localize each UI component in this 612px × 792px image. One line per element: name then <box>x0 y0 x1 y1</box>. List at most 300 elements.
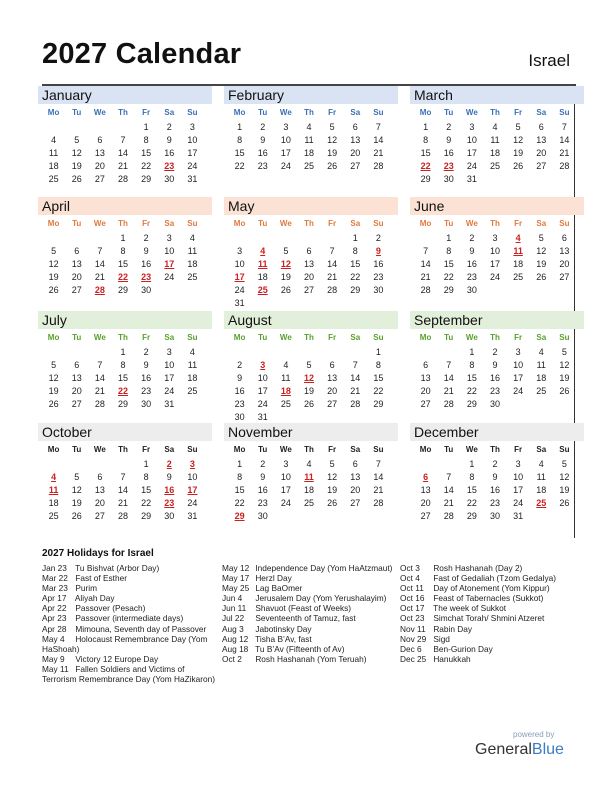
day-cell[interactable]: 26 <box>280 285 291 295</box>
day-cell[interactable]: 16 <box>489 485 500 495</box>
day-cell[interactable]: 15 <box>420 148 431 158</box>
day-cell[interactable]: 25 <box>303 161 314 171</box>
day-cell[interactable]: 31 <box>513 511 524 521</box>
day-cell[interactable]: 26 <box>559 386 570 396</box>
day-cell[interactable]: 4 <box>189 233 195 243</box>
day-cell[interactable]: 6 <box>423 472 429 482</box>
day-cell[interactable]: 23 <box>141 386 152 396</box>
day-cell[interactable]: 1 <box>120 347 126 357</box>
day-cell[interactable]: 19 <box>303 386 314 396</box>
day-cell[interactable]: 15 <box>350 259 361 269</box>
day-cell[interactable]: 1 <box>375 347 381 357</box>
day-cell[interactable]: 22 <box>420 161 431 171</box>
day-cell[interactable]: 30 <box>164 174 175 184</box>
day-cell[interactable]: 23 <box>141 272 152 282</box>
day-cell[interactable]: 8 <box>143 472 149 482</box>
day-cell[interactable]: 12 <box>48 259 59 269</box>
day-cell[interactable]: 1 <box>237 459 243 469</box>
day-cell[interactable]: 8 <box>120 246 126 256</box>
day-cell[interactable]: 30 <box>443 174 454 184</box>
day-cell[interactable]: 2 <box>237 360 243 370</box>
day-cell[interactable]: 2 <box>492 347 498 357</box>
day-cell[interactable]: 5 <box>538 233 544 243</box>
day-cell[interactable]: 20 <box>303 272 314 282</box>
day-cell[interactable]: 23 <box>164 161 175 171</box>
day-cell[interactable]: 13 <box>350 135 361 145</box>
day-cell[interactable]: 16 <box>234 386 245 396</box>
day-cell[interactable]: 27 <box>350 161 361 171</box>
day-cell[interactable]: 6 <box>561 233 567 243</box>
day-cell[interactable]: 26 <box>559 498 570 508</box>
day-cell[interactable]: 28 <box>559 161 570 171</box>
day-cell[interactable]: 18 <box>257 272 268 282</box>
day-cell[interactable]: 14 <box>94 373 105 383</box>
day-cell[interactable]: 23 <box>164 498 175 508</box>
day-cell[interactable]: 8 <box>469 360 475 370</box>
day-cell[interactable]: 2 <box>375 233 381 243</box>
day-cell[interactable]: 21 <box>94 272 105 282</box>
day-cell[interactable]: 29 <box>141 511 152 521</box>
day-cell[interactable]: 27 <box>420 511 431 521</box>
day-cell[interactable]: 14 <box>373 472 384 482</box>
day-cell[interactable]: 22 <box>117 272 128 282</box>
day-cell[interactable]: 14 <box>443 485 454 495</box>
day-cell[interactable]: 25 <box>48 174 59 184</box>
day-cell[interactable]: 8 <box>352 246 358 256</box>
day-cell[interactable]: 24 <box>234 285 245 295</box>
day-cell[interactable]: 8 <box>120 360 126 370</box>
day-cell[interactable]: 14 <box>327 259 338 269</box>
day-cell[interactable]: 24 <box>187 498 198 508</box>
day-cell[interactable]: 4 <box>51 472 57 482</box>
day-cell[interactable]: 1 <box>469 347 475 357</box>
day-cell[interactable]: 6 <box>352 122 358 132</box>
day-cell[interactable]: 6 <box>306 246 312 256</box>
day-cell[interactable]: 19 <box>536 259 547 269</box>
day-cell[interactable]: 3 <box>260 360 266 370</box>
day-cell[interactable]: 22 <box>466 498 477 508</box>
day-cell[interactable]: 13 <box>350 472 361 482</box>
day-cell[interactable]: 21 <box>94 386 105 396</box>
day-cell[interactable]: 12 <box>48 373 59 383</box>
day-cell[interactable]: 5 <box>74 472 80 482</box>
day-cell[interactable]: 29 <box>141 174 152 184</box>
day-cell[interactable]: 1 <box>120 233 126 243</box>
day-cell[interactable]: 4 <box>306 122 312 132</box>
day-cell[interactable]: 16 <box>164 148 175 158</box>
day-cell[interactable]: 26 <box>536 272 547 282</box>
day-cell[interactable]: 25 <box>536 498 547 508</box>
day-cell[interactable]: 10 <box>257 373 268 383</box>
day-cell[interactable]: 22 <box>234 161 245 171</box>
day-cell[interactable]: 31 <box>234 298 245 308</box>
day-cell[interactable]: 24 <box>513 498 524 508</box>
day-cell[interactable]: 6 <box>352 459 358 469</box>
day-cell[interactable]: 31 <box>187 174 198 184</box>
day-cell[interactable]: 27 <box>327 399 338 409</box>
day-cell[interactable]: 13 <box>536 135 547 145</box>
day-cell[interactable]: 17 <box>187 148 198 158</box>
day-cell[interactable]: 21 <box>327 272 338 282</box>
day-cell[interactable]: 15 <box>141 148 152 158</box>
day-cell[interactable]: 11 <box>257 259 268 269</box>
day-cell[interactable]: 8 <box>446 246 452 256</box>
day-cell[interactable]: 9 <box>260 472 266 482</box>
day-cell[interactable]: 9 <box>143 360 149 370</box>
day-cell[interactable]: 24 <box>257 399 268 409</box>
day-cell[interactable]: 20 <box>420 386 431 396</box>
day-cell[interactable]: 17 <box>489 259 500 269</box>
day-cell[interactable]: 18 <box>48 161 59 171</box>
day-cell[interactable]: 25 <box>303 498 314 508</box>
day-cell[interactable]: 2 <box>446 122 452 132</box>
day-cell[interactable]: 25 <box>187 272 198 282</box>
generalblue-logo[interactable] <box>475 741 564 759</box>
day-cell[interactable]: 21 <box>350 386 361 396</box>
day-cell[interactable]: 11 <box>187 246 198 256</box>
day-cell[interactable]: 26 <box>327 498 338 508</box>
day-cell[interactable]: 25 <box>513 272 524 282</box>
day-cell[interactable]: 5 <box>329 122 335 132</box>
day-cell[interactable]: 5 <box>561 459 567 469</box>
day-cell[interactable]: 2 <box>492 459 498 469</box>
day-cell[interactable]: 12 <box>327 472 338 482</box>
day-cell[interactable]: 21 <box>420 272 431 282</box>
day-cell[interactable]: 7 <box>375 122 381 132</box>
day-cell[interactable]: 19 <box>71 498 82 508</box>
day-cell[interactable]: 12 <box>513 135 524 145</box>
day-cell[interactable]: 9 <box>237 373 243 383</box>
day-cell[interactable]: 8 <box>423 135 429 145</box>
day-cell[interactable]: 11 <box>48 148 59 158</box>
day-cell[interactable]: 5 <box>329 459 335 469</box>
day-cell[interactable]: 1 <box>143 459 149 469</box>
day-cell[interactable]: 24 <box>280 161 291 171</box>
day-cell[interactable]: 24 <box>466 161 477 171</box>
day-cell[interactable]: 13 <box>420 485 431 495</box>
day-cell[interactable]: 24 <box>187 161 198 171</box>
day-cell[interactable]: 25 <box>48 511 59 521</box>
day-cell[interactable]: 7 <box>329 246 335 256</box>
day-cell[interactable]: 19 <box>327 485 338 495</box>
day-cell[interactable]: 3 <box>469 122 475 132</box>
day-cell[interactable]: 1 <box>237 122 243 132</box>
day-cell[interactable]: 30 <box>141 285 152 295</box>
day-cell[interactable]: 14 <box>94 259 105 269</box>
day-cell[interactable]: 12 <box>71 148 82 158</box>
day-cell[interactable]: 5 <box>515 122 521 132</box>
day-cell[interactable]: 26 <box>48 285 59 295</box>
day-cell[interactable]: 10 <box>489 246 500 256</box>
day-cell[interactable]: 25 <box>536 386 547 396</box>
day-cell[interactable]: 14 <box>373 135 384 145</box>
day-cell[interactable]: 28 <box>350 399 361 409</box>
day-cell[interactable]: 17 <box>164 373 175 383</box>
day-cell[interactable]: 28 <box>327 285 338 295</box>
day-cell[interactable]: 29 <box>373 399 384 409</box>
day-cell[interactable]: 3 <box>189 122 195 132</box>
day-cell[interactable]: 20 <box>420 498 431 508</box>
day-cell[interactable]: 30 <box>164 511 175 521</box>
day-cell[interactable]: 13 <box>559 246 570 256</box>
day-cell[interactable]: 14 <box>350 373 361 383</box>
day-cell[interactable]: 21 <box>117 498 128 508</box>
day-cell[interactable]: 1 <box>469 459 475 469</box>
day-cell[interactable]: 27 <box>420 399 431 409</box>
day-cell[interactable]: 28 <box>443 399 454 409</box>
day-cell[interactable]: 13 <box>71 373 82 383</box>
day-cell[interactable]: 27 <box>350 498 361 508</box>
day-cell[interactable]: 14 <box>559 135 570 145</box>
day-cell[interactable]: 11 <box>536 360 546 370</box>
day-cell[interactable]: 22 <box>466 386 477 396</box>
day-cell[interactable]: 30 <box>234 412 245 422</box>
day-cell[interactable]: 17 <box>513 373 524 383</box>
day-cell[interactable]: 14 <box>117 485 128 495</box>
day-cell[interactable]: 30 <box>373 285 384 295</box>
day-cell[interactable]: 3 <box>237 246 243 256</box>
day-cell[interactable]: 9 <box>166 472 172 482</box>
day-cell[interactable]: 9 <box>143 246 149 256</box>
day-cell[interactable]: 23 <box>257 498 268 508</box>
day-cell[interactable]: 15 <box>117 373 128 383</box>
day-cell[interactable]: 12 <box>327 135 338 145</box>
day-cell[interactable]: 29 <box>117 399 128 409</box>
day-cell[interactable]: 12 <box>559 360 570 370</box>
day-cell[interactable]: 28 <box>117 174 128 184</box>
day-cell[interactable]: 10 <box>187 472 198 482</box>
day-cell[interactable]: 12 <box>536 246 547 256</box>
day-cell[interactable]: 21 <box>559 148 570 158</box>
day-cell[interactable]: 20 <box>536 148 547 158</box>
day-cell[interactable]: 22 <box>350 272 361 282</box>
day-cell[interactable]: 28 <box>94 399 105 409</box>
day-cell[interactable]: 16 <box>373 259 384 269</box>
day-cell[interactable]: 22 <box>117 386 128 396</box>
day-cell[interactable]: 13 <box>94 485 105 495</box>
day-cell[interactable]: 10 <box>187 135 198 145</box>
day-cell[interactable]: 24 <box>513 386 524 396</box>
day-cell[interactable]: 17 <box>280 148 291 158</box>
day-cell[interactable]: 7 <box>120 135 126 145</box>
day-cell[interactable]: 16 <box>489 373 500 383</box>
day-cell[interactable]: 20 <box>350 148 361 158</box>
day-cell[interactable]: 2 <box>166 122 172 132</box>
day-cell[interactable]: 3 <box>166 233 172 243</box>
day-cell[interactable]: 29 <box>420 174 431 184</box>
day-cell[interactable]: 10 <box>164 246 175 256</box>
day-cell[interactable]: 26 <box>327 161 338 171</box>
day-cell[interactable]: 5 <box>51 360 57 370</box>
day-cell[interactable]: 25 <box>257 285 268 295</box>
day-cell[interactable]: 7 <box>375 459 381 469</box>
day-cell[interactable]: 7 <box>120 472 126 482</box>
day-cell[interactable]: 25 <box>280 399 291 409</box>
day-cell[interactable]: 6 <box>423 360 429 370</box>
day-cell[interactable]: 9 <box>446 135 452 145</box>
day-cell[interactable]: 11 <box>48 485 59 495</box>
day-cell[interactable]: 6 <box>97 135 103 145</box>
day-cell[interactable]: 5 <box>283 246 289 256</box>
day-cell[interactable]: 13 <box>94 148 105 158</box>
day-cell[interactable]: 5 <box>51 246 57 256</box>
day-cell[interactable]: 2 <box>143 347 149 357</box>
day-cell[interactable]: 19 <box>513 148 524 158</box>
day-cell[interactable]: 21 <box>373 485 384 495</box>
day-cell[interactable]: 5 <box>74 135 80 145</box>
day-cell[interactable]: 27 <box>94 174 105 184</box>
day-cell[interactable]: 7 <box>446 472 452 482</box>
day-cell[interactable]: 1 <box>352 233 358 243</box>
day-cell[interactable]: 27 <box>94 511 105 521</box>
day-cell[interactable]: 30 <box>257 511 268 521</box>
day-cell[interactable]: 1 <box>423 122 429 132</box>
day-cell[interactable]: 27 <box>303 285 314 295</box>
day-cell[interactable]: 10 <box>466 135 477 145</box>
day-cell[interactable]: 8 <box>237 135 243 145</box>
day-cell[interactable]: 16 <box>257 148 268 158</box>
day-cell[interactable]: 7 <box>97 360 103 370</box>
day-cell[interactable]: 26 <box>71 511 82 521</box>
day-cell[interactable]: 27 <box>71 399 82 409</box>
day-cell[interactable]: 24 <box>489 272 500 282</box>
day-cell[interactable]: 30 <box>489 511 500 521</box>
day-cell[interactable]: 13 <box>303 259 314 269</box>
day-cell[interactable]: 30 <box>489 399 500 409</box>
day-cell[interactable]: 19 <box>559 373 570 383</box>
day-cell[interactable]: 16 <box>466 259 477 269</box>
day-cell[interactable]: 17 <box>466 148 477 158</box>
day-cell[interactable]: 11 <box>490 135 500 145</box>
day-cell[interactable]: 16 <box>443 148 454 158</box>
day-cell[interactable]: 18 <box>303 148 314 158</box>
day-cell[interactable]: 24 <box>164 272 175 282</box>
day-cell[interactable]: 7 <box>423 246 429 256</box>
day-cell[interactable]: 4 <box>538 459 544 469</box>
day-cell[interactable]: 4 <box>515 233 521 243</box>
day-cell[interactable]: 7 <box>352 360 358 370</box>
day-cell[interactable]: 6 <box>74 246 80 256</box>
day-cell[interactable]: 20 <box>71 386 82 396</box>
day-cell[interactable]: 24 <box>280 498 291 508</box>
day-cell[interactable]: 17 <box>280 485 291 495</box>
day-cell[interactable]: 6 <box>97 472 103 482</box>
day-cell[interactable]: 2 <box>143 233 149 243</box>
day-cell[interactable]: 4 <box>492 122 498 132</box>
day-cell[interactable]: 22 <box>443 272 454 282</box>
day-cell[interactable]: 14 <box>420 259 431 269</box>
day-cell[interactable]: 18 <box>489 148 500 158</box>
day-cell[interactable]: 13 <box>420 373 431 383</box>
day-cell[interactable]: 31 <box>257 412 268 422</box>
day-cell[interactable]: 23 <box>257 161 268 171</box>
day-cell[interactable]: 19 <box>71 161 82 171</box>
day-cell[interactable]: 15 <box>466 485 477 495</box>
day-cell[interactable]: 20 <box>71 272 82 282</box>
day-cell[interactable]: 21 <box>117 161 128 171</box>
day-cell[interactable]: 3 <box>283 122 289 132</box>
day-cell[interactable]: 20 <box>350 485 361 495</box>
day-cell[interactable]: 17 <box>164 259 175 269</box>
day-cell[interactable]: 28 <box>94 285 105 295</box>
day-cell[interactable]: 20 <box>94 498 105 508</box>
day-cell[interactable]: 6 <box>538 122 544 132</box>
day-cell[interactable]: 23 <box>373 272 384 282</box>
day-cell[interactable]: 20 <box>327 386 338 396</box>
day-cell[interactable]: 4 <box>51 135 57 145</box>
day-cell[interactable]: 15 <box>234 148 245 158</box>
day-cell[interactable]: 23 <box>489 386 500 396</box>
day-cell[interactable]: 15 <box>141 485 152 495</box>
day-cell[interactable]: 10 <box>280 135 291 145</box>
day-cell[interactable]: 16 <box>141 373 152 383</box>
day-cell[interactable]: 21 <box>373 148 384 158</box>
day-cell[interactable]: 1 <box>446 233 452 243</box>
day-cell[interactable]: 2 <box>260 459 266 469</box>
day-cell[interactable]: 27 <box>71 285 82 295</box>
day-cell[interactable]: 18 <box>536 485 547 495</box>
day-cell[interactable]: 17 <box>187 485 198 495</box>
day-cell[interactable]: 18 <box>303 485 314 495</box>
day-cell[interactable]: 16 <box>141 259 152 269</box>
day-cell[interactable]: 15 <box>443 259 454 269</box>
day-cell[interactable]: 10 <box>164 360 175 370</box>
day-cell[interactable]: 30 <box>466 285 477 295</box>
day-cell[interactable]: 25 <box>187 386 198 396</box>
day-cell[interactable]: 22 <box>141 161 152 171</box>
day-cell[interactable]: 31 <box>164 399 175 409</box>
day-cell[interactable]: 19 <box>48 386 59 396</box>
day-cell[interactable]: 5 <box>306 360 312 370</box>
day-cell[interactable]: 12 <box>303 373 314 383</box>
day-cell[interactable]: 27 <box>536 161 547 171</box>
day-cell[interactable]: 30 <box>141 399 152 409</box>
day-cell[interactable]: 3 <box>189 459 195 469</box>
day-cell[interactable]: 8 <box>375 360 381 370</box>
day-cell[interactable]: 10 <box>234 259 245 269</box>
day-cell[interactable]: 9 <box>375 246 381 256</box>
day-cell[interactable]: 13 <box>327 373 338 383</box>
day-cell[interactable]: 23 <box>234 399 245 409</box>
day-cell[interactable]: 29 <box>443 285 454 295</box>
day-cell[interactable]: 27 <box>559 272 570 282</box>
day-cell[interactable]: 22 <box>373 386 384 396</box>
day-cell[interactable]: 19 <box>559 485 570 495</box>
day-cell[interactable]: 28 <box>420 285 431 295</box>
day-cell[interactable]: 15 <box>373 373 384 383</box>
day-cell[interactable]: 18 <box>48 498 59 508</box>
day-cell[interactable]: 4 <box>306 459 312 469</box>
day-cell[interactable]: 16 <box>257 485 268 495</box>
day-cell[interactable]: 29 <box>350 285 361 295</box>
day-cell[interactable]: 3 <box>492 233 498 243</box>
day-cell[interactable]: 11 <box>304 135 314 145</box>
day-cell[interactable]: 29 <box>117 285 128 295</box>
day-cell[interactable]: 17 <box>513 485 524 495</box>
day-cell[interactable]: 3 <box>515 459 521 469</box>
day-cell[interactable]: 10 <box>513 472 524 482</box>
day-cell[interactable]: 13 <box>71 259 82 269</box>
day-cell[interactable]: 11 <box>536 472 546 482</box>
day-cell[interactable]: 28 <box>443 511 454 521</box>
day-cell[interactable]: 20 <box>94 161 105 171</box>
day-cell[interactable]: 12 <box>280 259 291 269</box>
day-cell[interactable]: 11 <box>281 373 291 383</box>
day-cell[interactable]: 29 <box>466 399 477 409</box>
day-cell[interactable]: 9 <box>492 472 498 482</box>
day-cell[interactable]: 3 <box>166 347 172 357</box>
day-cell[interactable]: 6 <box>329 360 335 370</box>
